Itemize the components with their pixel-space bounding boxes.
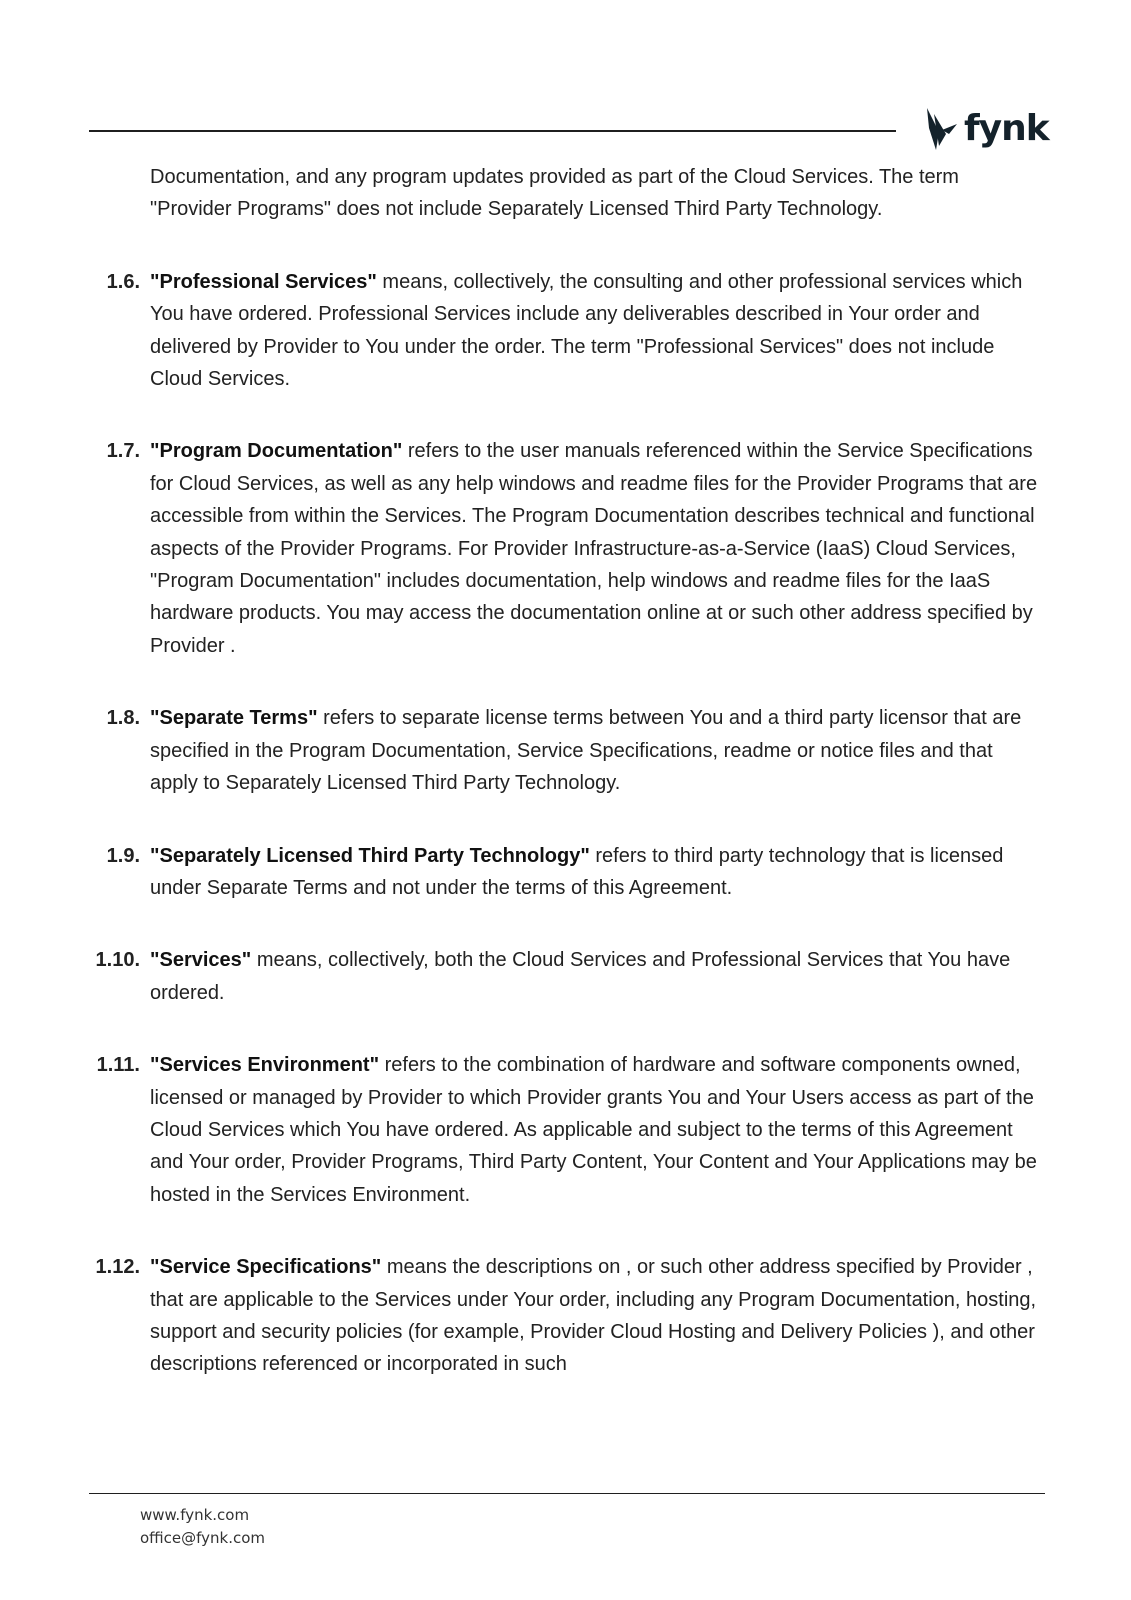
logo-text: fynk	[964, 108, 1049, 149]
header-divider	[89, 130, 896, 132]
definition-term: "Services Environment"	[150, 1054, 380, 1077]
footer-divider	[89, 1493, 1045, 1494]
definition-item	[95, 944, 1040, 1009]
definition-text: refers to third party technology that is licensed under Separate Terms and not under the terms of this Agreement.	[150, 844, 1004, 899]
definition-item	[106, 702, 1040, 799]
definition-item	[106, 840, 1040, 905]
definition-item	[95, 1251, 1040, 1381]
definition-text: Documentation, and any program updates provided as part of the Cloud Services. The term "Provider Programs" does not include Separately Licensed Third Party Technology.	[150, 166, 959, 221]
definition-text: refers to the user manuals referenced within the Service Specifications for Cloud Services, as well as any help windows and readme files for the Provider Programs that are accessible from within the Services. The Program Documentation describes technical and functional aspects of the Provider Programs. For Provider Infrastructure-as-a-Service (IaaS) Cloud Services, "Program Documentation" includes documentation, help windows and readme files for the IaaS hardware products. You may access the documentation online at or such other address specified by Provider .	[150, 440, 1038, 657]
definition-number: 1.7.	[106, 440, 140, 463]
definition-text: refers to the combination of hardware and software components owned, licensed or managed by Provider to which Provider grants You and Your Users access as part of the Cloud Services which You have ordered. As applicable and subject to the terms of this Agreement and Your order, Provider Programs, Third Party Content, Your Content and Your Applications may be hosted in the Services Environment.	[150, 1054, 1037, 1206]
definition-term: "Program Documentation"	[150, 440, 403, 463]
bird-logo-icon	[924, 106, 958, 152]
definition-number: 1.9.	[106, 844, 140, 867]
definition-continuation	[150, 161, 1040, 226]
definition-term: "Professional Services"	[150, 270, 377, 293]
definition-number: 1.10.	[95, 949, 140, 972]
footer-website: www.fynk.com	[140, 1506, 250, 1524]
definition-number: 1.12.	[95, 1256, 140, 1279]
definition-number: 1.11.	[96, 1054, 140, 1077]
definition-item	[96, 1049, 1040, 1211]
definition-term: "Services"	[150, 949, 252, 972]
definition-text: means the descriptions on , or such other address specified by Provider , that are applicable to the Services under Your order, including any Program Documentation, hosting, support and security policies (for example, Provider Cloud Hosting and Delivery Policies ), and other descriptions referenced or incorporated in such	[150, 1256, 1037, 1376]
definition-number: 1.6.	[106, 270, 140, 293]
definition-term: "Separately Licensed Third Party Technology"	[150, 844, 590, 867]
definition-number: 1.8.	[106, 707, 140, 730]
definition-text: means, collectively, both the Cloud Services and Professional Services that You have ordered.	[150, 949, 1011, 1004]
definition-text: refers to separate license terms between You and a third party licensor that are specified in the Program Documentation, Service Specifications, readme or notice files and that apply to Separately Licensed Third Party Technology.	[150, 707, 1022, 795]
definition-term: "Separate Terms"	[150, 707, 318, 730]
fynk-logo	[924, 104, 1049, 154]
definition-item	[106, 435, 1040, 662]
definition-term: "Service Specifications"	[150, 1256, 382, 1279]
footer-email: office@fynk.com	[140, 1529, 266, 1547]
page-footer	[140, 1504, 265, 1550]
definition-text: means, collectively, the consulting and other professional services which You have ordered. Professional Services include any deliverables described in Your order and delivered by Provider to You under the order. The term "Professional Services" does not include Cloud Services.	[150, 270, 1023, 391]
definition-item	[106, 266, 1040, 396]
document-body	[0, 161, 1131, 1421]
